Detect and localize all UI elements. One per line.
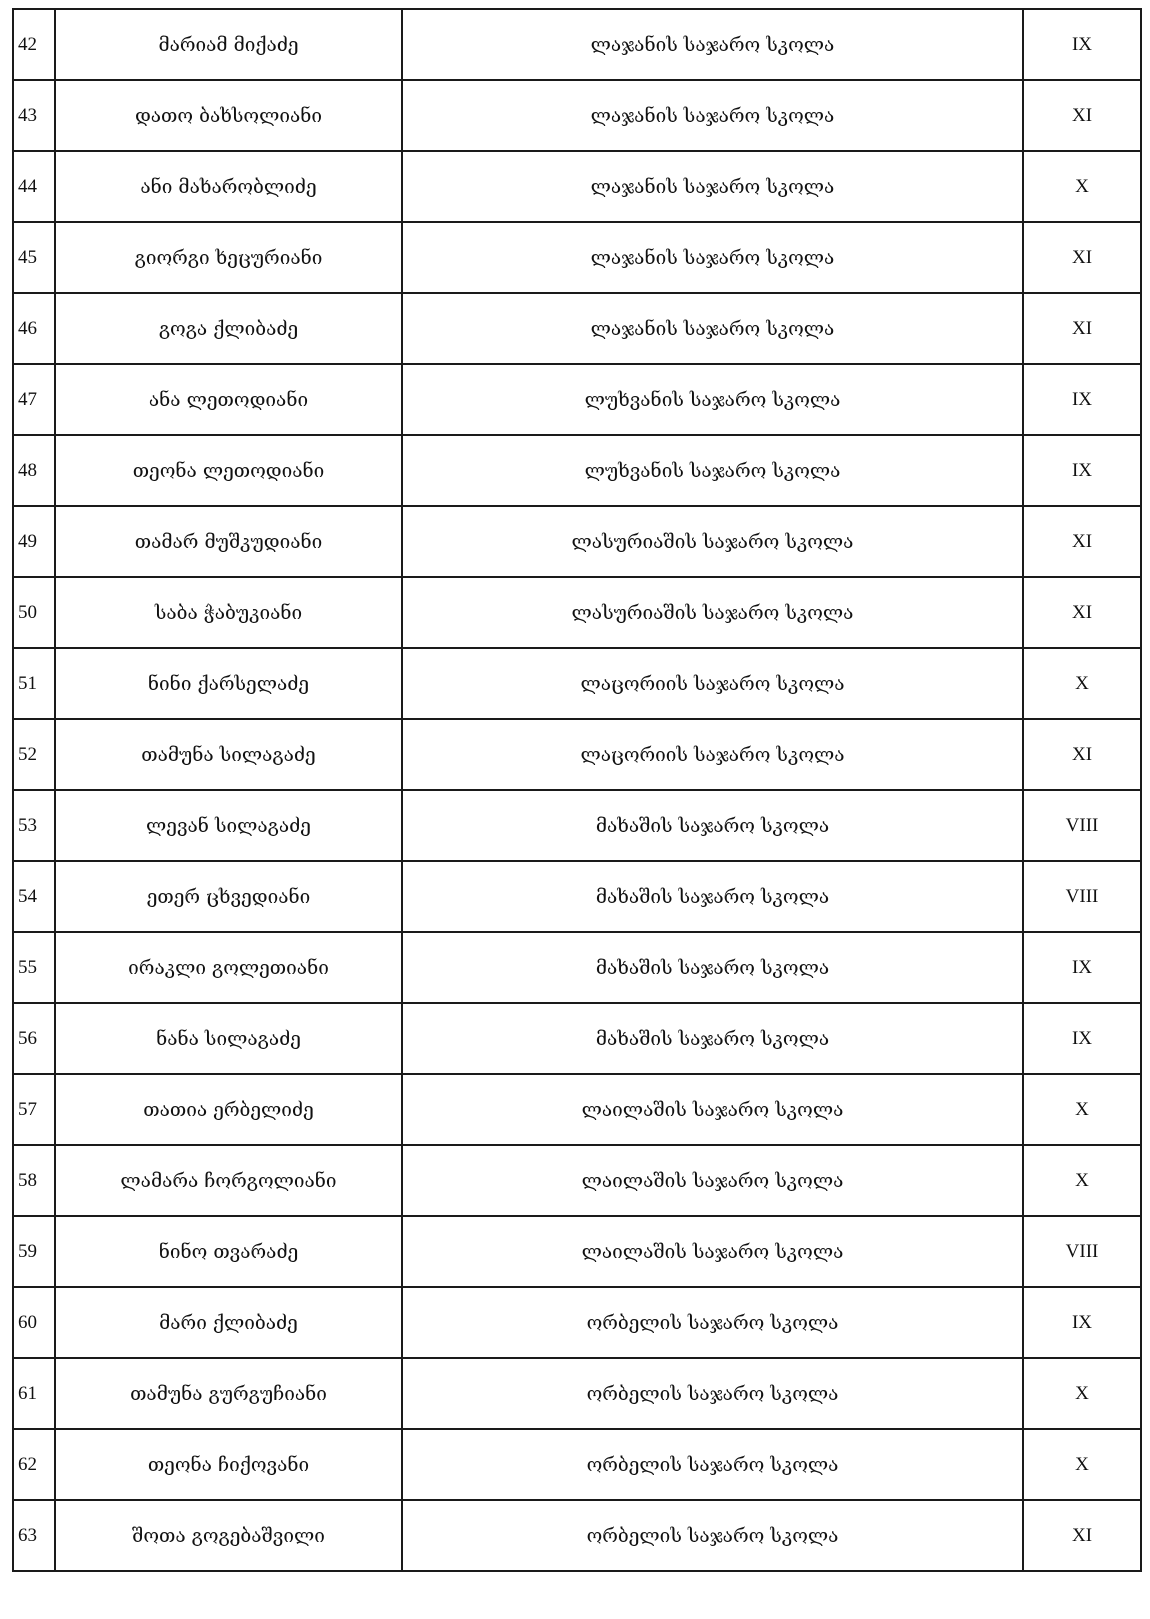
school-name: ლუხვანის საჯარო სკოლა — [402, 435, 1023, 506]
student-name: ანი მახარობლიძე — [55, 151, 402, 222]
grade-class: VIII — [1023, 790, 1141, 861]
student-name: თამუნა სილაგაძე — [55, 719, 402, 790]
grade-class: VIII — [1023, 861, 1141, 932]
row-number: 44 — [13, 151, 55, 222]
school-name: ლაცორიის საჯარო სკოლა — [402, 719, 1023, 790]
student-name: ეთერ ცხვედიანი — [55, 861, 402, 932]
student-name: თათია ერბელიძე — [55, 1074, 402, 1145]
table-row — [13, 293, 1141, 364]
row-number: 46 — [13, 293, 55, 364]
grade-class: XI — [1023, 1500, 1141, 1571]
row-number: 60 — [13, 1287, 55, 1358]
grade-class: IX — [1023, 1287, 1141, 1358]
school-name: ლაჯანის საჯარო სკოლა — [402, 293, 1023, 364]
student-name: თამარ მუშკუდიანი — [55, 506, 402, 577]
table-row — [13, 1145, 1141, 1216]
table-row — [13, 80, 1141, 151]
table-row — [13, 1500, 1141, 1571]
grade-class: IX — [1023, 1003, 1141, 1074]
grade-class: IX — [1023, 435, 1141, 506]
student-name: მარიამ მიქაძე — [55, 9, 402, 80]
school-name: ლაცორიის საჯარო სკოლა — [402, 648, 1023, 719]
grade-class: IX — [1023, 364, 1141, 435]
student-name: შოთა გოგებაშვილი — [55, 1500, 402, 1571]
school-name: ლუხვანის საჯარო სკოლა — [402, 364, 1023, 435]
row-number: 62 — [13, 1429, 55, 1500]
row-number: 59 — [13, 1216, 55, 1287]
students-table-body — [13, 9, 1141, 1571]
row-number: 55 — [13, 932, 55, 1003]
table-row — [13, 9, 1141, 80]
grade-class: X — [1023, 1074, 1141, 1145]
row-number: 57 — [13, 1074, 55, 1145]
student-name: გიორგი ხეცურიანი — [55, 222, 402, 293]
table-row — [13, 932, 1141, 1003]
grade-class: X — [1023, 1429, 1141, 1500]
school-name: ლაილაშის საჯარო სკოლა — [402, 1145, 1023, 1216]
row-number: 50 — [13, 577, 55, 648]
row-number: 51 — [13, 648, 55, 719]
student-name: ნანა სილაგაძე — [55, 1003, 402, 1074]
table-row — [13, 1287, 1141, 1358]
student-name: ნინო თვარაძე — [55, 1216, 402, 1287]
table-row — [13, 1216, 1141, 1287]
school-name: მახაშის საჯარო სკოლა — [402, 790, 1023, 861]
student-name: გოგა ქლიბაძე — [55, 293, 402, 364]
grade-class: XI — [1023, 293, 1141, 364]
grade-class: IX — [1023, 932, 1141, 1003]
row-number: 49 — [13, 506, 55, 577]
table-row — [13, 1074, 1141, 1145]
table-row — [13, 364, 1141, 435]
school-name: ორბელის საჯარო სკოლა — [402, 1287, 1023, 1358]
school-name: ლაჯანის საჯარო სკოლა — [402, 80, 1023, 151]
row-number: 47 — [13, 364, 55, 435]
student-name: ლევან სილაგაძე — [55, 790, 402, 861]
table-row — [13, 1358, 1141, 1429]
student-name: თეონა ლეთოდიანი — [55, 435, 402, 506]
student-name: ნინი ქარსელაძე — [55, 648, 402, 719]
table-row — [13, 506, 1141, 577]
student-name: ლამარა ჩორგოლიანი — [55, 1145, 402, 1216]
school-name: მახაშის საჯარო სკოლა — [402, 861, 1023, 932]
grade-class: XI — [1023, 719, 1141, 790]
row-number: 52 — [13, 719, 55, 790]
school-name: ლასურიაშის საჯარო სკოლა — [402, 577, 1023, 648]
grade-class: X — [1023, 1358, 1141, 1429]
row-number: 43 — [13, 80, 55, 151]
school-name: ორბელის საჯარო სკოლა — [402, 1358, 1023, 1429]
grade-class: XI — [1023, 577, 1141, 648]
table-row — [13, 435, 1141, 506]
school-name: ლასურიაშის საჯარო სკოლა — [402, 506, 1023, 577]
table-row — [13, 577, 1141, 648]
grade-class: XI — [1023, 222, 1141, 293]
students-table — [12, 8, 1142, 1572]
row-number: 53 — [13, 790, 55, 861]
row-number: 45 — [13, 222, 55, 293]
school-name: მახაშის საჯარო სკოლა — [402, 932, 1023, 1003]
table-row — [13, 648, 1141, 719]
row-number: 42 — [13, 9, 55, 80]
row-number: 63 — [13, 1500, 55, 1571]
table-row — [13, 151, 1141, 222]
grade-class: X — [1023, 648, 1141, 719]
student-name: საბა ჭაბუკიანი — [55, 577, 402, 648]
table-row — [13, 222, 1141, 293]
grade-class: VIII — [1023, 1216, 1141, 1287]
student-name: დათო ბახსოლიანი — [55, 80, 402, 151]
school-name: ლაილაშის საჯარო სკოლა — [402, 1216, 1023, 1287]
student-name: მარი ქლიბაძე — [55, 1287, 402, 1358]
school-name: ლაილაშის საჯარო სკოლა — [402, 1074, 1023, 1145]
row-number: 48 — [13, 435, 55, 506]
grade-class: XI — [1023, 80, 1141, 151]
school-name: ლაჯანის საჯარო სკოლა — [402, 222, 1023, 293]
row-number: 54 — [13, 861, 55, 932]
table-row — [13, 790, 1141, 861]
grade-class: IX — [1023, 9, 1141, 80]
row-number: 56 — [13, 1003, 55, 1074]
row-number: 61 — [13, 1358, 55, 1429]
student-name: ირაკლი გოლეთიანი — [55, 932, 402, 1003]
school-name: მახაშის საჯარო სკოლა — [402, 1003, 1023, 1074]
table-row — [13, 719, 1141, 790]
row-number: 58 — [13, 1145, 55, 1216]
grade-class: X — [1023, 151, 1141, 222]
student-name: თეონა ჩიქოვანი — [55, 1429, 402, 1500]
school-name: ორბელის საჯარო სკოლა — [402, 1429, 1023, 1500]
school-name: ლაჯანის საჯარო სკოლა — [402, 9, 1023, 80]
table-row — [13, 1429, 1141, 1500]
student-name: თამუნა გურგუჩიანი — [55, 1358, 402, 1429]
school-name: ლაჯანის საჯარო სკოლა — [402, 151, 1023, 222]
school-name: ორბელის საჯარო სკოლა — [402, 1500, 1023, 1571]
table-row — [13, 861, 1141, 932]
grade-class: XI — [1023, 506, 1141, 577]
table-row — [13, 1003, 1141, 1074]
student-name: ანა ლეთოდიანი — [55, 364, 402, 435]
grade-class: X — [1023, 1145, 1141, 1216]
